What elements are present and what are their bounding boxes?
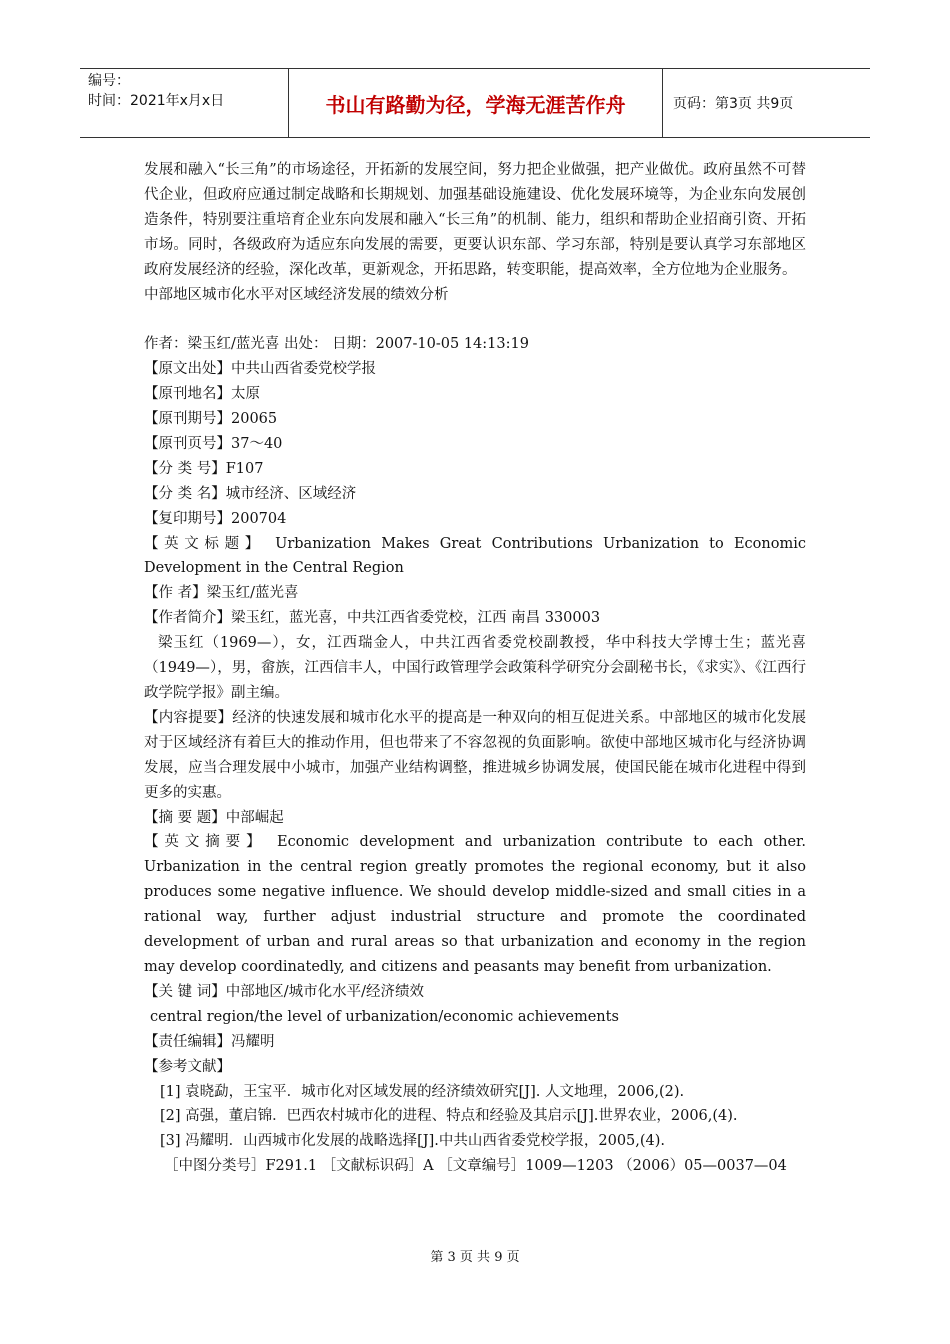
author-detail — [144, 631, 806, 706]
english-title: 【英文标题】 Urbanization Makes Great Contributions Urbanization to Economic Development in the Central Region — [144, 535, 806, 577]
references-label: 【参考文献】 — [144, 1058, 231, 1075]
abstract: 【内容提要】经济的快速发展和城市化水平的提高是一种双向的相互促进关系。中部地区的城市化发展对于区域经济有着巨大的推动作用，但也带来了不容忽视的负面影响。欲使中部地区城市化与经济协调发展，应当合理发展中小城市，加强产业结构调整，推进城乡协调发展，使国民能在城市化进程中得到更多的实惠。 — [144, 709, 806, 801]
english-abstract: 【英文摘要】 Economic development and urbanization contribute to each other. Urbanization in the central region greatly promotes the regional economy, but it also produces some negative influence. We should develop middle-sized and small cities in a rational way, further adjust industrial structure and promote the coordinated development of urban and rural areas so that urbanization and economy in the region may develop coordinatedly, and citizens and peasants may benefit from urbanization. — [144, 834, 806, 975]
summary-topic: 【摘 要 题】中部崛起 — [144, 809, 284, 826]
document-number-label: 编号： — [88, 73, 130, 89]
classification-text: ［中图分类号］F291.1 ［文献标识码］A ［文章编号］1009—1203 （2006）05—0037—04 — [164, 1158, 787, 1175]
page-footer: 第 3 页 共 9 页 — [430, 1250, 520, 1265]
document-time-label: 时间：2021年x月x日 — [88, 93, 225, 109]
meta-source: 【原文出处】中共山西省委党校学报 — [144, 361, 376, 378]
meta-issue: 【原刊期号】20065 — [144, 411, 278, 428]
header-page-label: 页码：第3页 共9页 — [673, 96, 794, 112]
keywords: 【关 键 词】中部地区/城市化水平/经济绩效 — [144, 983, 424, 1000]
authors: 【作 者】梁玉红/蓝光喜 — [144, 585, 299, 602]
meta-place: 【原刊地名】太原 — [144, 386, 260, 403]
meta-reprint-issue: 【复印期号】200704 — [144, 510, 287, 527]
meta-class-code: 【分 类 号】F107 — [144, 460, 264, 477]
page-header — [80, 68, 870, 138]
reference-item: [1] 袁晓勐，王宝平．城市化对区域发展的经济绩效研究[J]. 人文地理，2006,(2). — [160, 1083, 685, 1100]
author-intro: 【作者简介】梁玉红，蓝光喜，中共江西省委党校，江西 南昌 330003 — [144, 610, 601, 627]
document-body — [144, 158, 806, 1179]
blank-line — [144, 307, 806, 332]
header-motto: 书山有路勤为径，学海无涯苦作舟 — [289, 69, 663, 137]
meta-pages: 【原刊页号】37～40 — [144, 435, 283, 452]
article-byline: 作者：梁玉红/蓝光喜 出处： 日期：2007-10-05 14:13:19 — [144, 336, 529, 353]
reference-item: [3] 冯耀明．山西城市化发展的战略选择[J].中共山西省委党校学报，2005,(4). — [160, 1133, 666, 1150]
meta-class-name: 【分 类 名】城市经济、区域经济 — [144, 485, 357, 502]
author-detail-text: 梁玉红（1969—），女，江西瑞金人，中共江西省委党校副教授，华中科技大学博士生；蓝光喜（1949—），男，畲族，江西信丰人，中国行政管理学会政策科学研究分会副秘书长，《求实》、《江西行政学院学报》副主编。 — [144, 635, 806, 702]
keywords-english: central region/the level of urbanization/economic achievements — [150, 1008, 619, 1025]
body-paragraph-1: 发展和融入“长三角”的市场途径，开拓新的发展空间，努力把企业做强，把产业做优。政府虽然不可替代企业，但政府应通过制定战略和长期规划、加强基础设施建设、优化发展环境等，为企业东向发展创造条件，特别要注重培育企业东向发展和融入“长三角”的机制、能力，组织和帮助企业招商引资、开拓市场。同时，各级政府为适应东向发展的需要，更要认识东部、学习东部，特别是要认真学习东部地区政府发展经济的经验，深化改革，更新观念，开拓思路，转变职能，提高效率，全方位地为企业服务。 — [144, 162, 806, 278]
reference-item: [2] 高强，董启锦．巴西农村城市化的进程、特点和经验及其启示[J].世界农业，2006,(4). — [160, 1108, 738, 1125]
classification-line — [144, 1154, 806, 1179]
header-left-cell — [80, 69, 289, 137]
article-title: 中部地区城市化水平对区域经济发展的绩效分析 — [144, 286, 449, 303]
responsible-editor: 【责任编辑】冯耀明 — [144, 1033, 275, 1050]
